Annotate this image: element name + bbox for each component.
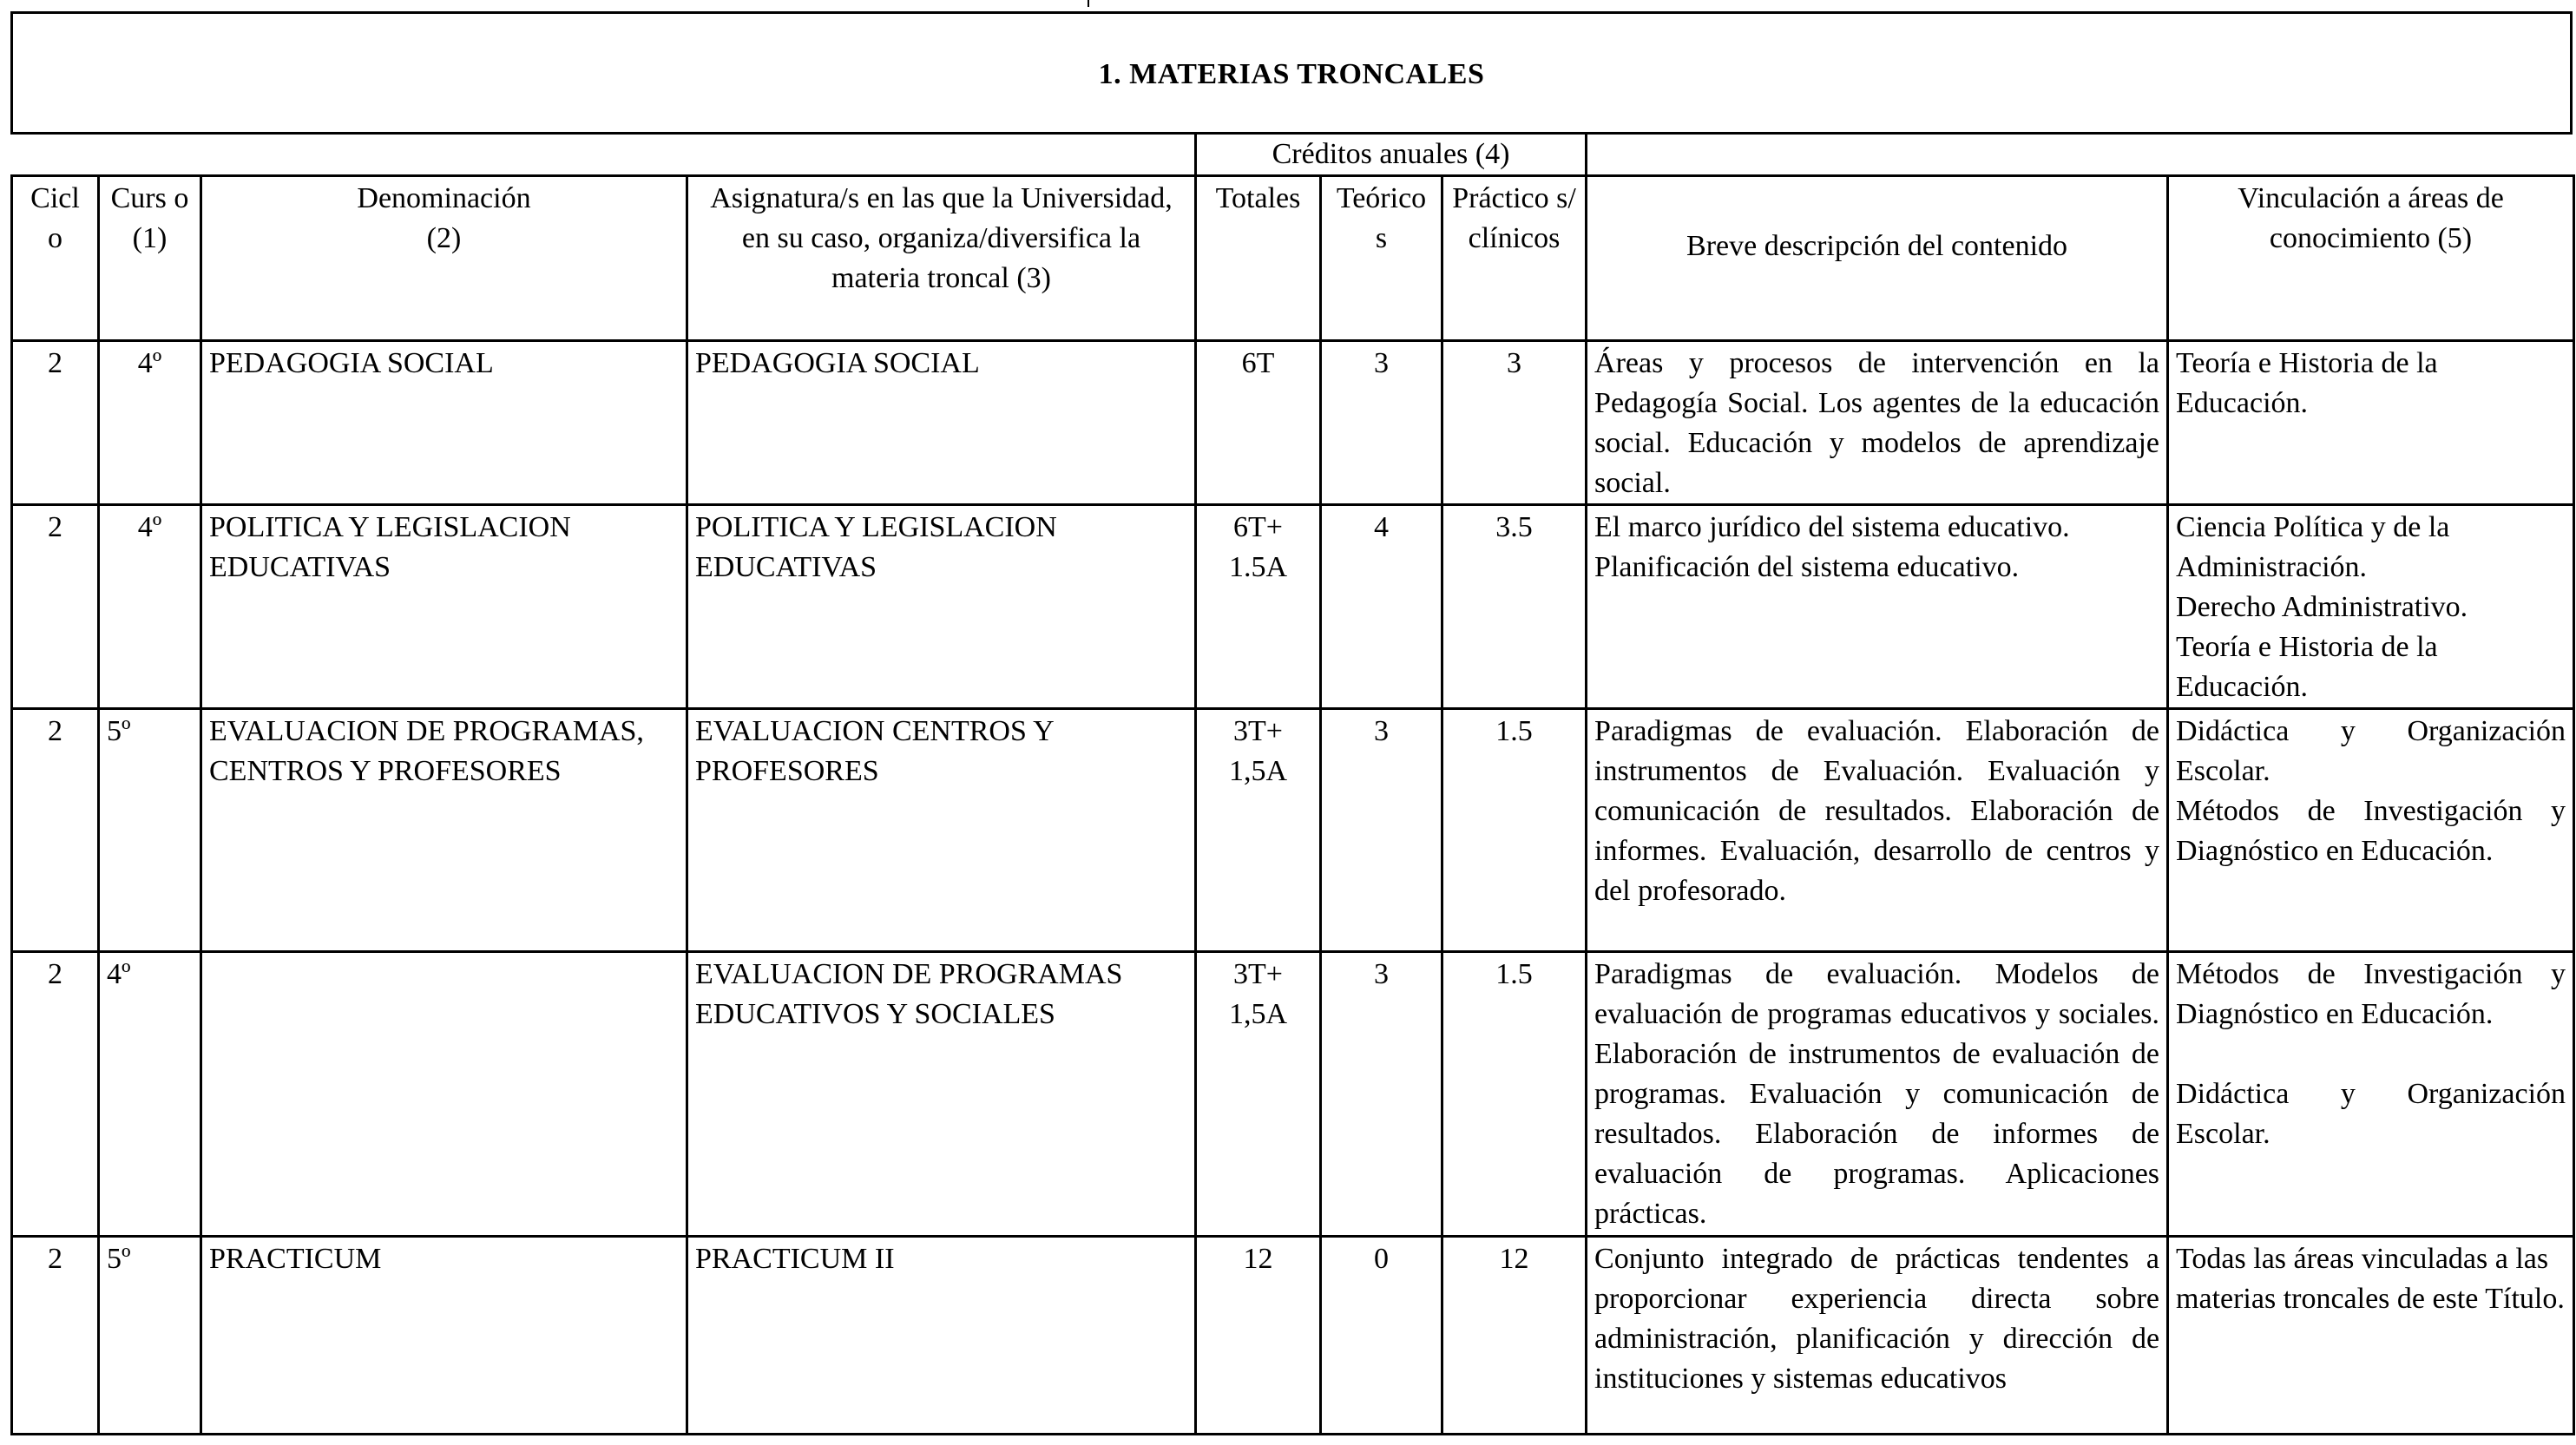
header-asignaturas: Asignatura/s en las que la Universidad, en su caso, organiza/diversifica la materia troncal (3) <box>687 176 1196 341</box>
cell-teoricos: 3 <box>1321 952 1442 1237</box>
vinculacion-area: Derecho Administrativo. <box>2176 591 2468 623</box>
credits-header-row <box>12 134 2574 176</box>
cell-vinculacion <box>2168 1237 2574 1435</box>
cell-teoricos: 3 <box>1321 341 1442 505</box>
cell-asignatura: PRACTICUM II <box>687 1237 1196 1435</box>
cell-denominacion: PRACTICUM <box>201 1237 687 1435</box>
header-curso: Curs o (1) <box>99 176 201 341</box>
credits-group-header: Créditos anuales (4) <box>1196 134 1587 176</box>
cell-denominacion: EVALUACION DE PROGRAMAS, CENTROS Y PROFESORES <box>201 709 687 952</box>
cell-practicos: 1.5 <box>1442 709 1587 952</box>
cell-practicos: 12 <box>1442 1237 1587 1435</box>
cell-totales: 6T <box>1196 341 1321 505</box>
cell-vinculacion <box>2168 709 2574 952</box>
cell-denominacion: PEDAGOGIA SOCIAL <box>201 341 687 505</box>
cell-teoricos: 3 <box>1321 709 1442 952</box>
vinculacion-area: Métodos de Investigación y Diagnóstico en Educación. <box>2176 795 2566 867</box>
materias-table <box>10 132 2575 1435</box>
header-denominacion-label: Denominación <box>357 182 531 214</box>
cell-ciclo: 2 <box>12 709 99 952</box>
cell-vinculacion <box>2168 952 2574 1237</box>
cell-vinculacion <box>2168 505 2574 709</box>
table-row <box>12 1237 2574 1435</box>
cell-asignatura: PEDAGOGIA SOCIAL <box>687 341 1196 505</box>
cell-descripcion: El marco jurídico del sistema educativo. Planificación del sistema educativo. <box>1587 505 2168 709</box>
header-descripcion: Breve descripción del contenido <box>1587 176 2168 341</box>
table-row <box>12 709 2574 952</box>
cell-asignatura: EVALUACION CENTROS Y PROFESORES <box>687 709 1196 952</box>
cell-ciclo: 2 <box>12 952 99 1237</box>
column-header-row <box>12 176 2574 341</box>
vinculacion-area: Ciencia Política y de la Administración. <box>2176 511 2450 583</box>
cell-descripcion: Paradigmas de evaluación. Elaboración de instrumentos de Evaluación. Evaluación y comunicación de resultados. Elaboración de informes. Evaluación, desarrollo de centros y del profesorado. <box>1587 709 2168 952</box>
cell-asignatura: EVALUACION DE PROGRAMAS EDUCATIVOS Y SOCIALES <box>687 952 1196 1237</box>
cell-teoricos: 0 <box>1321 1237 1442 1435</box>
header-ciclo: Cicl o <box>12 176 99 341</box>
header-totales: Totales <box>1196 176 1321 341</box>
document-sheet <box>10 11 2573 1431</box>
cell-curso: 4º <box>99 505 201 709</box>
vinculacion-area: Teoría e Historia de la Educación. <box>2176 347 2438 419</box>
cell-practicos: 1.5 <box>1442 952 1587 1237</box>
cell-denominacion: POLITICA Y LEGISLACION EDUCATIVAS <box>201 505 687 709</box>
cell-curso: 5º <box>99 709 201 952</box>
cell-teoricos: 4 <box>1321 505 1442 709</box>
table-row <box>12 952 2574 1237</box>
header-practicos: Práctico s/ clínicos <box>1442 176 1587 341</box>
page-title: 1. MATERIAS TRONCALES <box>1098 58 1485 90</box>
table-row <box>12 505 2574 709</box>
cell-ciclo: 2 <box>12 341 99 505</box>
header-denominacion <box>201 176 687 341</box>
header-denominacion-note: (2) <box>426 222 462 254</box>
cell-vinculacion <box>2168 341 2574 505</box>
cell-curso: 5º <box>99 1237 201 1435</box>
vinculacion-area: Didáctica y Organización Escolar. <box>2176 715 2566 787</box>
cell-ciclo: 2 <box>12 505 99 709</box>
cell-totales: 12 <box>1196 1237 1321 1435</box>
vinculacion-area: Teoría e Historia de la Educación. <box>2176 631 2438 703</box>
vinculacion-area: Didáctica y Organización Escolar. <box>2176 1078 2566 1150</box>
cell-totales: 3T+ 1,5A <box>1196 709 1321 952</box>
vinculacion-area: Todas las áreas vinculadas a las materias troncales de este Título. <box>2176 1243 2565 1315</box>
cell-practicos: 3.5 <box>1442 505 1587 709</box>
cell-totales: 3T+ 1,5A <box>1196 952 1321 1237</box>
cell-descripcion: Paradigmas de evaluación. Modelos de evaluación de programas educativos y sociales. Elaboración de instrumentos de evaluación de programas. Evaluación y comunicación de resultados. Elaboración de informes de evaluación de programas. Aplicaciones prácticas. <box>1587 952 2168 1237</box>
vinculacion-area: Métodos de Investigación y Diagnóstico en Educación. <box>2176 958 2566 1030</box>
cell-descripcion: Conjunto integrado de prácticas tendentes a proporcionar experiencia directa sobre administración, planificación y dirección de instituciones y sistemas educativos <box>1587 1237 2168 1435</box>
cell-ciclo: 2 <box>12 1237 99 1435</box>
header-teoricos: Teórico s <box>1321 176 1442 341</box>
title-box <box>10 11 2573 135</box>
cell-descripcion: Áreas y procesos de intervención en la Pedagogía Social. Los agentes de la educación social. Educación y modelos de aprendizaje social. <box>1587 341 2168 505</box>
cell-totales: 6T+ 1.5A <box>1196 505 1321 709</box>
cell-denominacion <box>201 952 687 1237</box>
header-vinculacion: Vinculación a áreas de conocimiento (5) <box>2168 176 2574 341</box>
page-edge-mark <box>1088 0 1089 7</box>
cell-curso: 4º <box>99 341 201 505</box>
table-row <box>12 341 2574 505</box>
cell-asignatura: POLITICA Y LEGISLACION EDUCATIVAS <box>687 505 1196 709</box>
cell-curso: 4º <box>99 952 201 1237</box>
header-spacer-right <box>1587 134 2574 176</box>
header-spacer-left <box>12 134 1196 176</box>
cell-practicos: 3 <box>1442 341 1587 505</box>
